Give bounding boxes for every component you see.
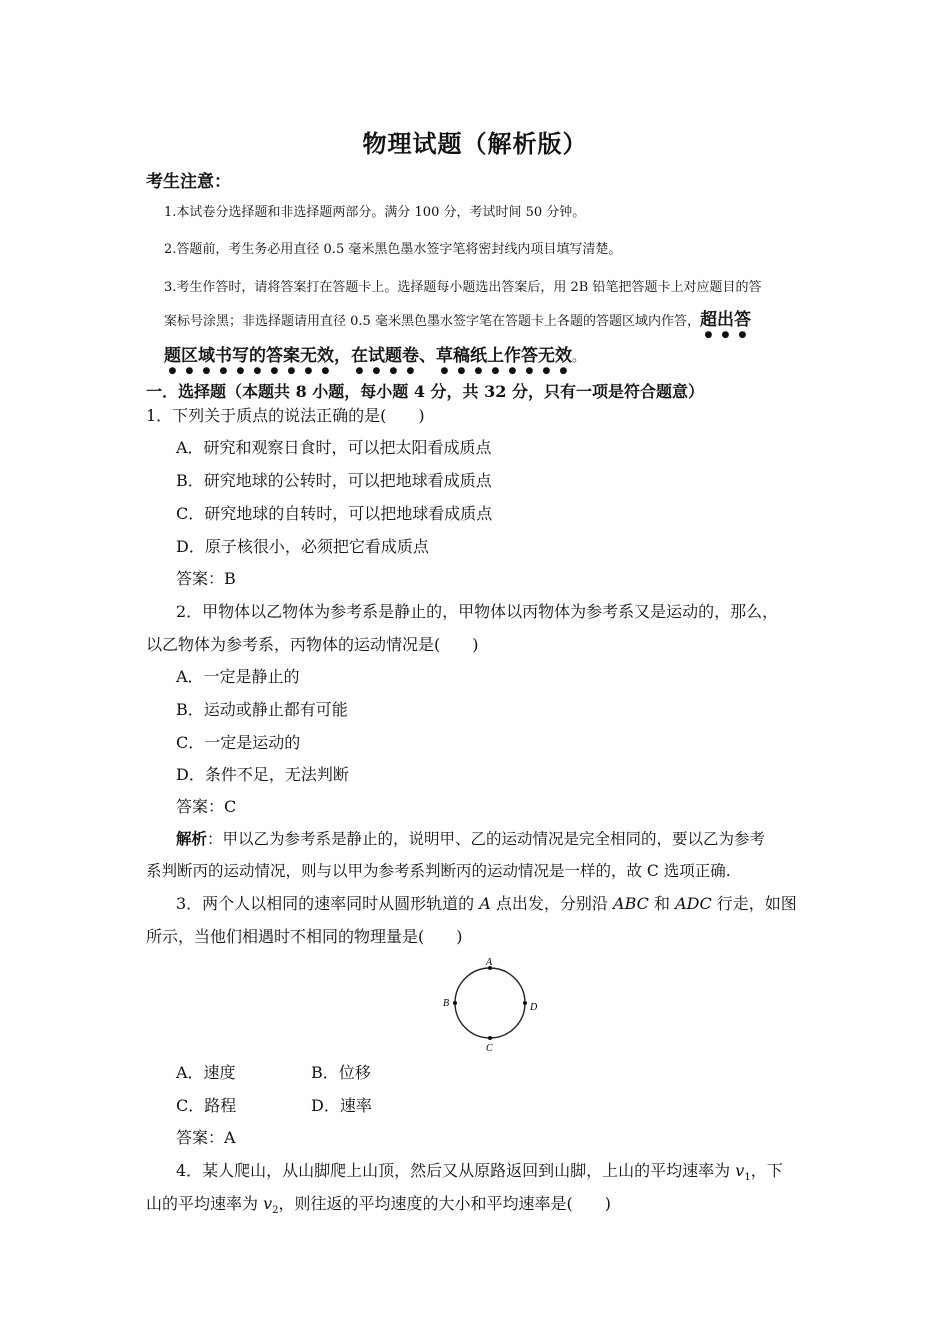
q2-stem-line2: 以乙物体为参考系，丙物体的运动情况是( ) (146, 635, 479, 654)
point-d-dot (523, 1001, 527, 1005)
notice-item-3-line2 (164, 305, 751, 340)
q3-option-d: D．速率 (311, 1096, 372, 1115)
notice-item-3-emphasis-b: 题区域书写的答案无效，在试题卷、草稿纸上作答无效 (164, 346, 572, 366)
q3-circle-diagram (440, 955, 550, 1055)
q4-v1-subscript: 1 (744, 1172, 751, 1184)
q3-path-adc: ADC (675, 894, 712, 913)
q2-analysis-label: 解析 (176, 829, 208, 848)
notice-item-2: 2.答题前，考生务必用直径 0.5 毫米黑色墨水签字笔将密封线内项目填写清楚。 (164, 242, 622, 257)
section-heading: 一．选择题（本题共 8 小题，每小题 4 分，共 32 分，只有一项是符合题意） (146, 382, 704, 401)
q2-option-c: C．一定是运动的 (176, 733, 301, 752)
q1-answer: 答案：B (176, 569, 236, 588)
point-b-dot (453, 1001, 457, 1005)
q3-option-c: C．路程 (176, 1096, 237, 1115)
q2-stem-line1: 2．甲物体以乙物体为参考系是静止的，甲物体以丙物体为参考系又是运动的，那么， (176, 602, 779, 621)
notice-item-3-emphasis-a: 超出答 (699, 310, 751, 330)
label-b: B (443, 998, 450, 1009)
q2-analysis-line2: 系判断丙的运动情况，则与以甲为参考系判断丙的运动情况是一样的，故 C 选项正确. (146, 862, 731, 880)
point-c-dot (488, 1036, 492, 1040)
q2-analysis-text1: ：甲以乙为参考系是静止的，说明甲、乙的运动情况是完全相同的，要以乙为参考 (207, 830, 766, 848)
q1-stem: 1．下列关于质点的说法正确的是( ) (146, 406, 425, 425)
q3-option-b: B．位移 (311, 1063, 371, 1082)
label-a: A (486, 957, 493, 968)
q3-stem-part: 行走，如图 (711, 894, 797, 913)
q1-option-c: C．研究地球的自转时，可以把地球看成质点 (176, 504, 493, 523)
label-c: C (486, 1043, 493, 1054)
notice-heading: 考生注意： (146, 172, 231, 192)
q3-option-a: A．速度 (176, 1063, 236, 1082)
notice-item-3-line3 (164, 341, 585, 376)
q3-stem-line1 (176, 891, 797, 914)
q3-answer: 答案：A (176, 1128, 236, 1147)
q2-option-a: A．一定是静止的 (176, 667, 300, 686)
q1-option-d: D．原子核很小，必须把它看成质点 (176, 537, 429, 556)
notice-item-3-text: 案标号涂黑；非选择题请用直径 0.5 毫米黑色墨水签字笔在答题卡上各题的答题区域内作答， (164, 314, 700, 329)
q4-stem-part: ，则往返的平均速度的大小和平均速率是( ) (278, 1194, 612, 1213)
notice-item-1: 1.本试卷分选择题和非选择题两部分。满分 100 分，考试时间 50 分钟。 (164, 205, 586, 220)
q2-answer: 答案：C (176, 797, 237, 816)
q3-stem-part: 3．两个人以相同的速率同时从圆形轨道的 (176, 894, 480, 913)
q3-stem-line2: 所示，当他们相遇时不相同的物理量是( ) (146, 927, 463, 946)
q4-v2-subscript: 2 (272, 1205, 279, 1217)
q3-stem-part: 和 (648, 894, 676, 913)
q1-option-b: B．研究地球的公转时，可以把地球看成质点 (176, 471, 492, 490)
notice-item-3-end: 。 (572, 350, 586, 365)
label-d: D (530, 1002, 538, 1013)
q4-stem-line1 (176, 1158, 783, 1183)
q3-path-abc: ABC (613, 894, 649, 913)
q3-point-a: A (479, 894, 491, 913)
track-circle (455, 968, 525, 1038)
q3-stem-part: 点出发，分别沿 (490, 894, 614, 913)
q4-v1: v (735, 1161, 745, 1180)
page-title: 物理试题（解析版） (362, 129, 588, 158)
q2-option-b: B．运动或静止都有可能 (176, 700, 348, 719)
q1-option-a: A．研究和观察日食时，可以把太阳看成质点 (176, 438, 492, 457)
q4-stem-line2 (146, 1191, 611, 1216)
q4-stem-part: 山的平均速率为 (146, 1194, 264, 1213)
notice-item-3-line1: 3.考生作答时，请将答案打在答题卡上。选择题每小题选出答案后，用 2B 铅笔把答题卡上对应题目的答 (164, 280, 762, 295)
q4-stem-part: 4．某人爬山，从山脚爬上山顶，然后又从原路返回到山脚，上山的平均速率为 (176, 1161, 736, 1180)
q4-v2: v (263, 1194, 273, 1213)
q2-option-d: D．条件不足，无法判断 (176, 765, 349, 784)
q4-stem-part: ，下 (750, 1161, 783, 1180)
q2-analysis-line1 (176, 827, 765, 849)
